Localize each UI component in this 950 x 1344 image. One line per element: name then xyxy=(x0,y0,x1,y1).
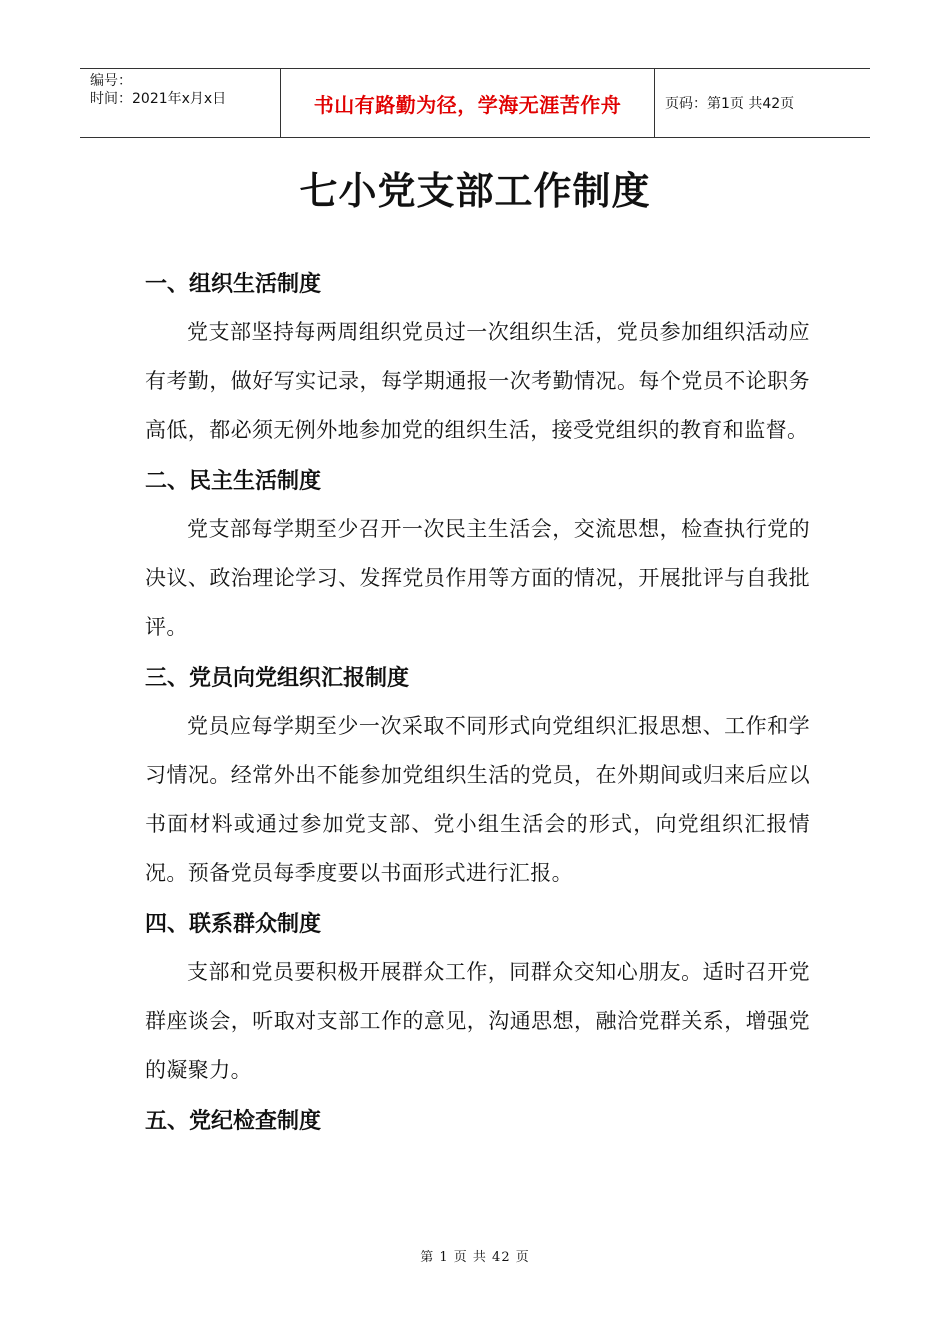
section-heading: 一、组织生活制度 xyxy=(145,272,322,297)
section-heading: 二、民主生活制度 xyxy=(145,469,322,494)
footer-page-number: 第 1 页 共 42 页 xyxy=(420,1250,530,1265)
document-date: 时间：2021年x月x日 xyxy=(90,91,227,107)
section-democratic-life xyxy=(145,459,810,652)
section-organization-life xyxy=(145,262,810,455)
page-footer xyxy=(0,1246,950,1265)
header-page-info: 页码：第1页 共42页 xyxy=(665,96,795,112)
section-discipline-inspection xyxy=(145,1099,810,1145)
document-title: 七小党支部工作制度 xyxy=(299,168,651,213)
header-meta-cell xyxy=(80,69,281,137)
section-paragraph: 党支部坚持每两周组织党员过一次组织生活，党员参加组织活动应有考勤，做好写实记录，每学期通报一次考勤情况。每个党员不论职务高低，都必须无例外地参加党的组织生活，接受党组织的教育和监督。 xyxy=(145,320,810,442)
section-paragraph: 支部和党员要积极开展群众工作，同群众交知心朋友。适时召开党群座谈会，听取对支部工作的意见，沟通思想，融洽党群关系，增强党的凝聚力。 xyxy=(145,960,810,1082)
section-heading: 三、党员向党组织汇报制度 xyxy=(145,666,410,691)
section-heading: 五、党纪检查制度 xyxy=(145,1109,322,1134)
section-paragraph: 党支部每学期至少召开一次民主生活会，交流思想，检查执行党的决议、政治理论学习、发挥党员作用等方面的情况，开展批评与自我批评。 xyxy=(145,517,810,639)
section-member-reporting xyxy=(145,656,810,898)
section-paragraph: 党员应每学期至少一次采取不同形式向党组织汇报思想、工作和学习情况。经常外出不能参加党组织生活的党员，在外期间或归来后应以书面材料或通过参加党支部、党小组生活会的形式，向党组织汇报情况。预备党员每季度要以书面形式进行汇报。 xyxy=(145,714,810,885)
section-heading: 四、联系群众制度 xyxy=(145,912,322,937)
document-header xyxy=(80,68,870,138)
document-number-label: 编号： xyxy=(90,73,132,89)
header-motto: 书山有路勤为径，学海无涯苦作舟 xyxy=(313,92,622,117)
header-page-cell xyxy=(655,69,870,137)
header-motto-cell xyxy=(281,69,655,137)
section-mass-contact xyxy=(145,902,810,1095)
document-body xyxy=(145,262,810,1145)
